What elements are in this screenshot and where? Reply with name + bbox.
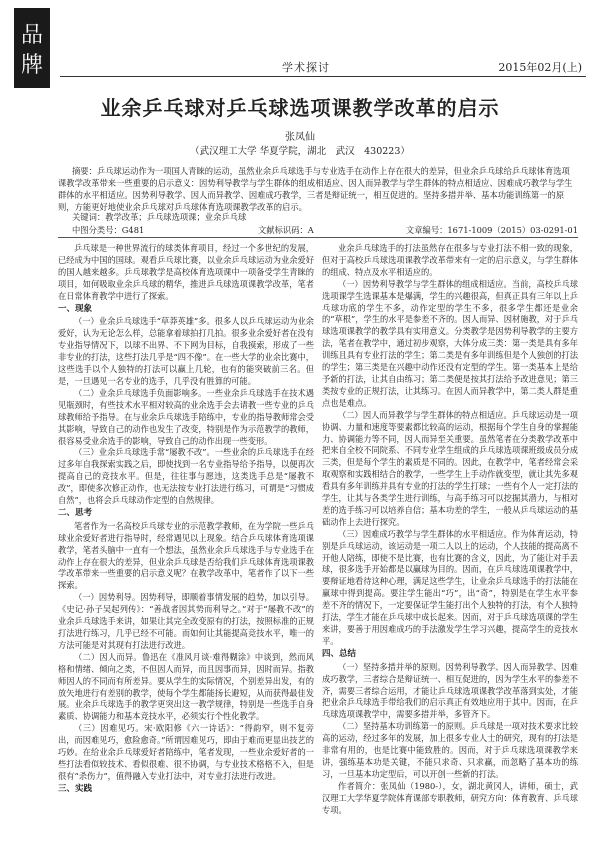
body-paragraph: 作者简介：张凤仙（1980-），女，湖北黄冈人，讲师，硕士，武汉理工大学华夏学院体育课部专职教师，研究方向：体育教育、乒乓球专项。: [322, 780, 578, 815]
section-heading: 四、总结: [322, 648, 357, 659]
body-paragraph: （一）因势利导教学与学生群体的组成相适应。当前，高校乒乓球选项课学生选课基本是爆满，学生的兴趣很高，但真正具有三年以上乒乓球功底的学生不多，动作定型的学生不多，很多学生都还是业余的“草根”，学生的水平是参差不齐的。因人而异、因材施教，对于乒乓球选项课教学的教学具有实用意义。分类教学是因势利导教学的主要方法，笔者在教学中，通过初步观察，大体分成三类：第一类是具有多年训练且具有专业打法的学生；第二类是有多年训练但是个人独创的打法的学生；第三类是在兴趣中动作还没有定型的学生。第一类基本上是给予新的打法，让其自由练习；第二类便是按其打法给予改进意见；第三类按专业的正规打法，让其练习。在因人而异教学中，第二类人群是重点也是难点。: [322, 278, 578, 408]
header-section: 学术探讨: [282, 61, 330, 74]
body-paragraph: 笔者作为一名高校乒乓球专业的示范教学教师，在为学院一些乒乓球业余爱好者进行指导时，经常遇见以上现象。结合乒乓球体育选项课教学，笔者头脑中一直有一个想法，虽然业余乒乓球选手与专业选手在动作上存在很大的差异，但业余乒乓球是否给我们乒乓球体育选项课教学改革带来一些重要的启示意义呢？在教学改革中，笔者作了以下一些探索。: [58, 520, 314, 591]
document-code: 文献标识码：A: [258, 225, 314, 235]
abstract-text: 乒乓球运动作为一项国人青睐的运动，虽然业余乒乓球选手与专业选手在动作上存在很大的差异，但业余乒乓球给乒乓球体育选项课教学改革带来一些重要的启示意义：因势利导教学与学生群体的组成相适应、因人而异教学与学生群体的特点相适应、因难成巧教学与学生群体的水平相适应。因势利导教学、因人而异教学、因难成巧教学，三者是辩证统一，相互促进的。坚持多措并举、基本功能训练第一的原则，方能更好地使业余乒乓球对乒乓球体育选项课教学改革的启示。: [58, 166, 573, 212]
keywords-label: 关键词：: [72, 212, 106, 222]
body-paragraph: （一）坚持多措并举的原则。因势利导教学、因人而异教学、因难成巧教学，三者综合是辩证统一、相互促进的，因为学生水平的参差不齐，需要三者综合运用，才能让乒乓球选项课教学改革落到实处，才能把业余乒乓球选手带给我们的启示真正有效地应用于其中。因而，在乒乓球选项课教学中，需要多措并举，多管齐下。: [322, 661, 578, 720]
body-paragraph: （一）因势利导。因势利导，即顺着事情发展的趋势，加以引导。《史记·孙子吴起列传》：“善战者因其势而利导之。”对于“屡教不改”的业余乒乓球选手来讲，如果让其完全改变原有的打法，按照标准的正规打法进行练习，几乎已经不可能。而如何让其能提高竞技水平，唯一的方法可能是对其现有打法进行改进。: [58, 592, 314, 650]
header-issue: 2015年02月(上): [498, 61, 582, 74]
article-author: 张凤仙: [285, 132, 315, 143]
keywords-text: 教学改革；乒乓球选项课；业余乒乓球: [105, 212, 247, 222]
article-meta: [72, 224, 578, 236]
body-paragraph: 业余乒乓球选手的打法虽然存在很多与专业打法不相一致的现象，但对于高校乒乓球选项课教学改革带来有一定的启示意义，与学生群体的组成、特点及水平相适应的。: [322, 243, 578, 277]
body-paragraph: （二）因人而异。鲁迅在《准风月谈·难得糊涂》中谈到，然而风格和情绪、倾向之类，不但因人而异，而且因事而异，因时而异。指教师因人的不同而有所差异。要从学生的实际情况，个别差异出发，有的放矢地进行有差别的教学，使每个学生都能扬长避短，从而获得最佳发展。业余乒乓球选手的教学更突出这一教学规律，特别是一些选手自身素质、协调能力和基本竞技水平，必须实行个性化教学。: [58, 651, 314, 722]
abstract-label: 摘要：: [72, 166, 97, 176]
body-paragraph: （三）业余乒乓球选手常“屡教不改”。一些业余的乒乓球选手在经过多年自我探索实践之后，即使找到一名专业指导给予指导，以便再次提高自己的竞技水平。但是，往往事与愿违，这类选手总是“屡教不改”，即使多次修正动作，也无法按专业打法进行练习，可谓是“习惯成自然”，也将会乒乓球动作定型的自然规律。: [58, 447, 314, 506]
clc-number: 中图分类号：G481: [72, 225, 145, 235]
body-paragraph: （二）坚持基本功训练第一的原则。乒乓球是一项对技术要求比较高的运动，经过多年的发展，加上很多专业人士的研究，现有的打法是非常有用的，也是比赛中能致胜的。因而，对于乒乓球选项课教学来讲，强练基本功是关键，不能只求奇、只求赢，而忽略了基本功的练习，一旦基本功定型后，可以开创一些新的打法。: [322, 721, 578, 779]
body-paragraph: （二）业余乒乓球选手负面影响多。一些业余乒乓球选手在技术遇见瓶颈时，有些技术水平相对较高的业余选手会去请教一些专业的乒乓球教师给予指导。在与业余乒乓球选手陪练中，专业的指导教师常会受其影响，导致自己的动作也发生了改变，特别是作为示范教学的教师，很容易受业余选手的影响，导致自己的动作出现一些变形。: [58, 387, 314, 446]
section-heading: 三、实践: [58, 783, 93, 794]
section-heading: 二、思考: [58, 507, 93, 518]
keywords: [72, 211, 246, 223]
logo-char-1: 品: [20, 23, 44, 48]
section-heading: 一、现象: [58, 303, 93, 314]
body-paragraph: （三）因难见巧。宋·欧阳修《六一诗话》：“得韵窄，则不复旁出，而因难见巧，愈险愈奇。”所谓因难见巧，即由于难而更显出技艺的巧妙。在给业余乒乓球爱好者陪练中，笔者发现，一些业余爱好者的一些打法看似较技术、看似很难、很不协调，与专业技术格格不入，但是很有“杀伤力”，值得融入专业打法中，对专业打法进行改进。: [58, 723, 314, 781]
meta-divider: [58, 237, 578, 238]
article-title: 业余乒乓球对乒乓球选项课教学改革的启示: [100, 96, 500, 120]
right-column: [322, 243, 578, 817]
running-header: [60, 58, 586, 77]
journal-logo: [14, 8, 50, 88]
author-affiliation: （武汉理工大学 华夏学院，湖北 武汉 430223）: [190, 146, 410, 157]
left-column: [58, 243, 314, 797]
body-paragraph: （三）因难成巧教学与学生群体的水平相适应。作为体育运动，特别是乒乓球运动，该运动是一项二人以上的运动，个人技能的提高离不开他人陪练，即使不是比赛，也有比赛的含义，因此，为了能让对手丢球，很多选手开始都是以赢球为目的。因而，在乒乓球选项课教学中，要辩证地看待这种心理，满足这些学生，让业余乒乓球选手的打法能在赢球中得到提高。要注学生能出“巧”，出“奇”，特别是在学生水平参差不齐的情况下，一定要保证学生能打出个人独特的打法，有个人独特打法，学生才能在乒乓球中成长起来。因而，对于乒乓球选项课的学生来讲，要善于用因难成巧的手法激发学生学习兴趣，提高学生的竞技水平。: [322, 528, 578, 646]
body-paragraph: （一）业余乒乓球选手“草莽英雄”多。很多人以乒乓球运动为业余爱好，认为无论怎么样，总能拿着球拍打几拍。很多业余爱好者在没有专业指导情况下，以球不出界、不下网为目标，自我摸索，形成了一些非专业的打法，这些打法几乎是“四不像”。在一些大学的业余比赛中，这些选手以个人独特的打法可以赢上几轮，也有的能突破前三名。但是，一旦遇见一名专业的选手，几乎没有胜算的可能。: [58, 316, 314, 386]
body-paragraph: （二）因人而异教学与学生群体的特点相适应。乒乓球运动是一项协调、力量和速度等要素都比较高的运动，根据每个学生自身的掌握能力、协调能力等不同，因人而异至关重要。虽然笔者在分类教学改革中把来自全校不同院系、不同专业学生组成的乒乓球选项课班级成员分成三类，但是每个学生的素质是不同的。因此，在教学中，笔者经常会采取观察和实践相结合的教学，一些学生上手动作就变型，就让其先多观看具有多年训练并具有专业的打法的学生打球；一些有个人一定打法的学生，让其与各类学生进行训练，与高手练习可以挖掘其潜力，与相对差的选手练习可以培养自信；基本功差的学生，一般从乒乓球运动的基础动作上去进行探究。: [322, 409, 578, 527]
body-paragraph: 乒乓球是一种世界流行的球类体育项目，经过一个多世纪的发展，已经成为中国的国球。观看乒乓球比赛，以业余乒乓球运动为业余爱好的国人越来越多。乒乓球教学是高校体育选项课中一项备受学生青睐的项目，如何吸取业余乒乓球的精华，推进乒乓球选项课教学改革，笔者在日常体育教学中进行了探索。: [58, 243, 314, 301]
article-id: 文章编号：1671-1009（2015）03-0291-01: [405, 225, 578, 235]
abstract: [58, 165, 578, 213]
logo-char-2: 牌: [20, 53, 44, 78]
